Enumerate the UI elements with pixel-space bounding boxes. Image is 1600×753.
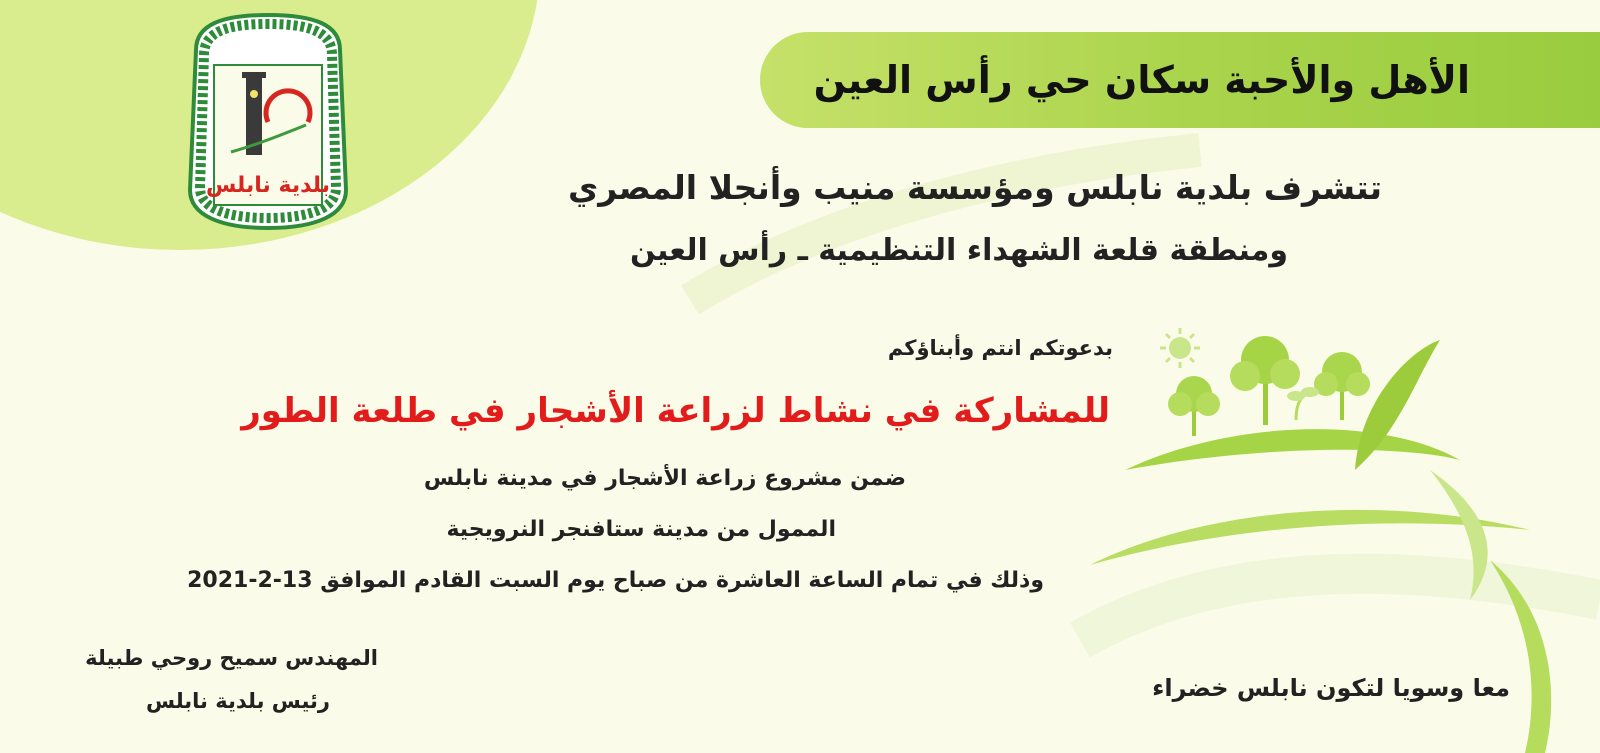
sun-icon	[1160, 328, 1200, 368]
sprout-icon	[1287, 387, 1319, 420]
logo-text: بلدية نابلس	[205, 173, 331, 198]
header-title: الأهل والأحبة سكان حي رأس العين	[813, 58, 1470, 102]
invitation-text: بدعوتكم انتم وأبناؤكم	[887, 336, 1113, 360]
tree-icon	[1314, 352, 1370, 420]
signer-title: رئيس بلدية نابلس	[146, 689, 330, 713]
project-line-1: ضمن مشروع زراعة الأشجار في مدينة نابلس	[423, 466, 906, 491]
intro-line-1: تتشرف بلدية نابلس ومؤسسة منيب وأنجلا المصري	[567, 168, 1382, 207]
tree-icon	[1168, 376, 1220, 436]
intro-line-2: ومنطقة قلعة الشهداء التنظيمية ـ رأس العين	[630, 233, 1288, 268]
tree-icon	[1230, 336, 1300, 425]
slogan-text: معا وسويا لتكون نابلس خضراء	[1152, 674, 1510, 702]
leaf-swirl	[1125, 429, 1460, 470]
activity-headline: للمشاركة في نشاط لزراعة الأشجار في طلعة الطور	[241, 391, 1110, 431]
signer-name: المهندس سميح روحي طبيلة	[85, 646, 378, 670]
nablus-municipality-logo	[176, 10, 360, 232]
schedule-text: وذلك في تمام الساعة العاشرة من صباح يوم السبت القادم الموافق 13-2-2021	[187, 568, 1044, 593]
project-line-2: الممول من مدينة ستافنجر النرويجية	[446, 517, 836, 542]
